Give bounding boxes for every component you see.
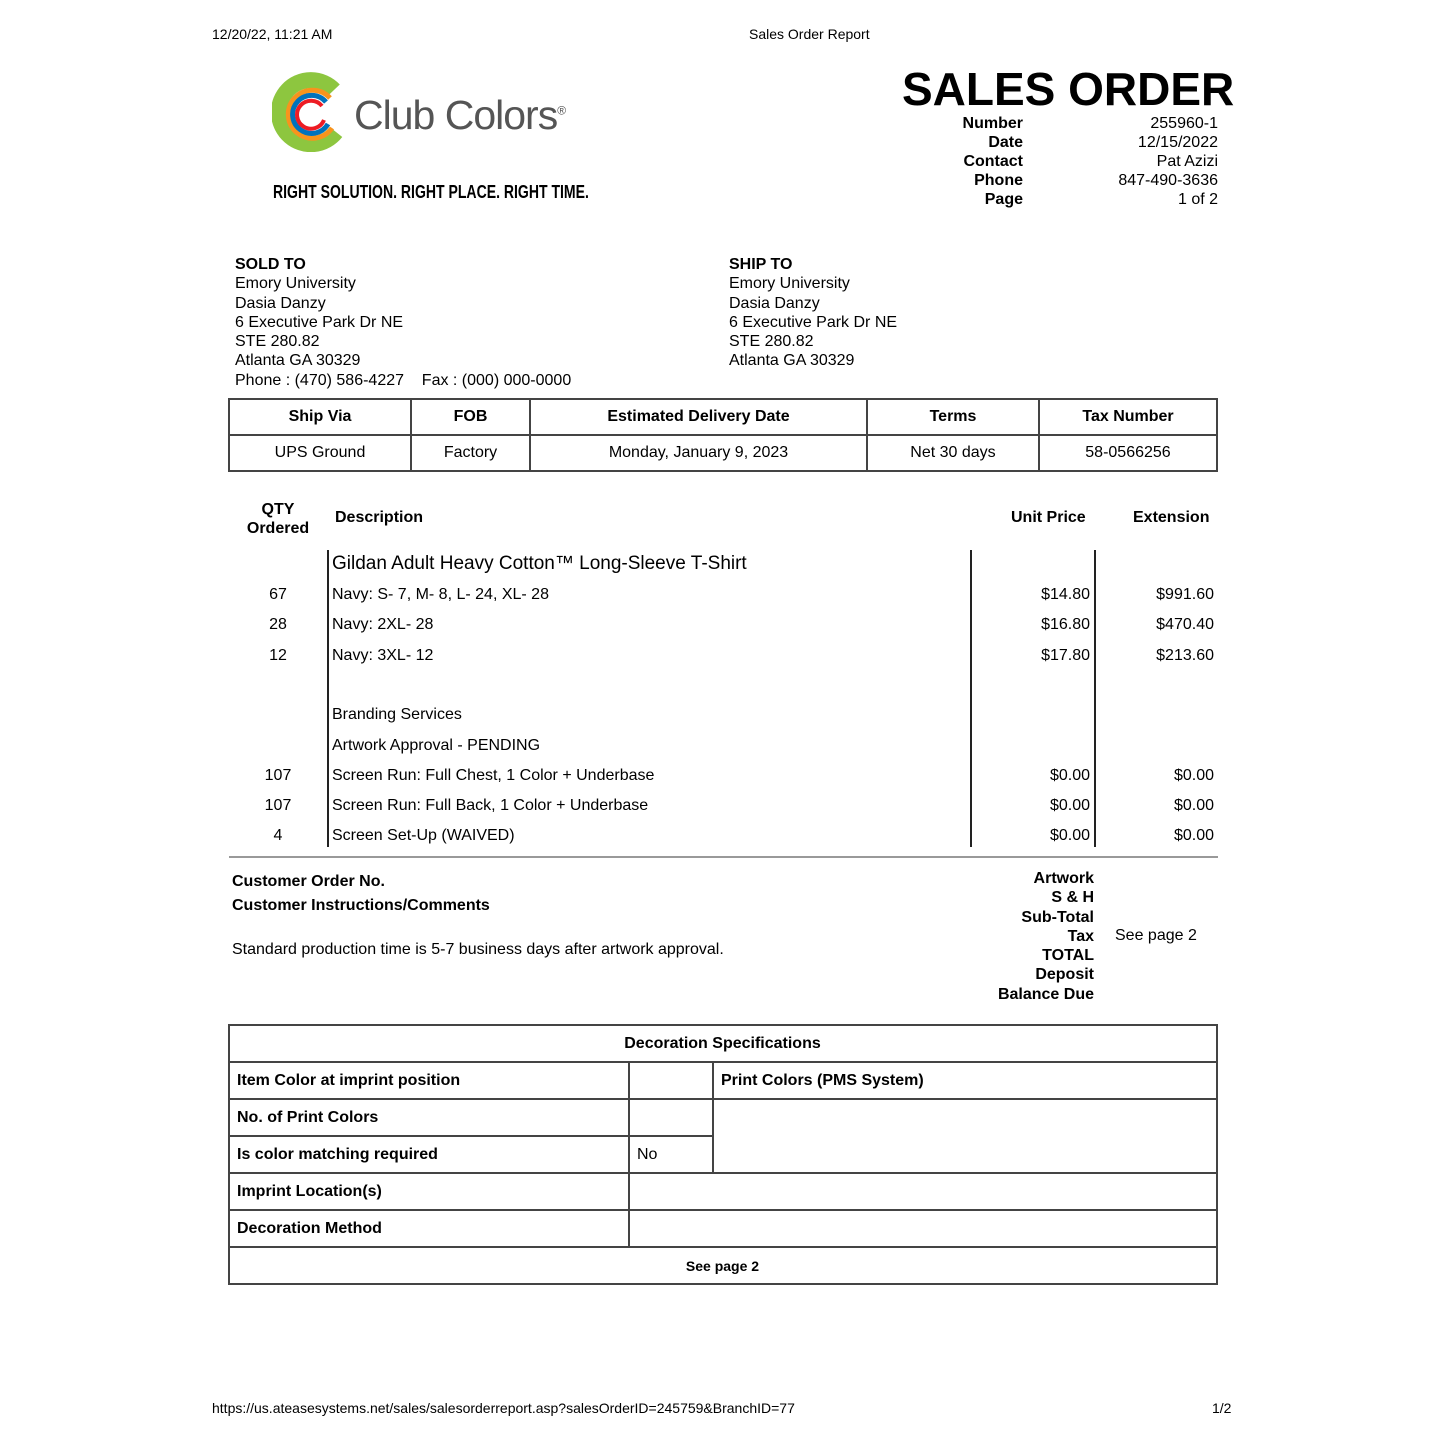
row-description: Navy: 2XL- 28 bbox=[332, 616, 434, 633]
meta-label-number: Number bbox=[962, 115, 1023, 132]
row-extension: $0.00 bbox=[1173, 767, 1214, 784]
print-page-count: 1/2 bbox=[1212, 1400, 1232, 1416]
total-label-artwork: Artwork bbox=[1033, 870, 1094, 887]
items-divider bbox=[229, 856, 1218, 858]
shipping-table bbox=[228, 398, 1218, 472]
col-header-qty-line1: QTY bbox=[261, 501, 295, 518]
total-label-subtotal: Sub-Total bbox=[1021, 908, 1094, 926]
logo-wordmark: Club Colors® bbox=[354, 92, 566, 138]
total-label-balance-due: Balance Due bbox=[997, 985, 1094, 1003]
sold-to-line: STE 280.82 bbox=[235, 333, 320, 351]
shipping-delivery-date: Monday, January 9, 2023 bbox=[530, 435, 867, 471]
meta-label-contact: Contact bbox=[963, 153, 1023, 170]
col-header-qty bbox=[238, 500, 318, 538]
row-qty: 28 bbox=[269, 616, 287, 633]
row-qty: 107 bbox=[264, 797, 292, 814]
row-qty: 107 bbox=[264, 767, 292, 784]
ship-to-line: STE 280.82 bbox=[729, 333, 814, 351]
color-match-label: Is color matching required bbox=[229, 1136, 629, 1173]
sold-to-line: Emory University bbox=[235, 275, 356, 293]
col-header-description: Description bbox=[335, 509, 424, 526]
sold-to-line: 6 Executive Park Dr NE bbox=[235, 313, 404, 331]
total-label-total: TOTAL bbox=[1042, 947, 1094, 965]
shipping-header-tax: Tax Number bbox=[1039, 399, 1217, 435]
ship-to-line: Dasia Danzy bbox=[729, 294, 820, 312]
row-unit-price: $0.00 bbox=[1049, 767, 1090, 784]
order-phone: 847-490-3636 bbox=[1118, 172, 1218, 189]
col-header-unit-price: Unit Price bbox=[1011, 509, 1086, 526]
row-unit-price: $14.80 bbox=[1041, 586, 1090, 603]
num-colors-label: No. of Print Colors bbox=[229, 1099, 629, 1136]
total-label-tax: Tax bbox=[1067, 927, 1094, 945]
meta-label-page: Page bbox=[984, 191, 1023, 208]
row-description: Artwork Approval - PENDING bbox=[332, 737, 541, 754]
meta-label-date: Date bbox=[988, 134, 1023, 151]
shipping-tax-number: 58-0566256 bbox=[1039, 435, 1217, 471]
decoration-title: Decoration Specifications bbox=[229, 1025, 1217, 1062]
row-qty: 12 bbox=[269, 647, 287, 664]
row-qty: 4 bbox=[273, 827, 283, 844]
item-color-label: Item Color at imprint position bbox=[229, 1062, 629, 1099]
decoration-footer: See page 2 bbox=[229, 1247, 1217, 1284]
row-unit-price: $16.80 bbox=[1041, 616, 1090, 633]
row-extension: $0.00 bbox=[1173, 827, 1214, 844]
row-description: Screen Run: Full Back, 1 Color + Underbase bbox=[332, 797, 649, 814]
table-row bbox=[0, 797, 1445, 817]
row-extension: $213.60 bbox=[1156, 647, 1214, 664]
table-row bbox=[0, 767, 1445, 787]
customer-instructions-label: Customer Instructions/Comments bbox=[232, 897, 490, 914]
production-note: Standard production time is 5-7 business days after artwork approval. bbox=[232, 941, 724, 958]
row-description: Screen Set-Up (WAIVED) bbox=[332, 827, 515, 844]
order-meta-labels bbox=[903, 114, 1023, 209]
ship-to-line: 6 Executive Park Dr NE bbox=[729, 313, 898, 331]
item-color-value bbox=[629, 1062, 713, 1099]
col-header-extension: Extension bbox=[1133, 509, 1210, 526]
shipping-header-ship-via: Ship Via bbox=[229, 399, 411, 435]
decoration-method-label: Decoration Method bbox=[229, 1210, 629, 1247]
col-header-qty-line2: Ordered bbox=[246, 520, 310, 537]
print-timestamp: 12/20/22, 11:21 AM bbox=[212, 26, 333, 42]
print-url: https://us.ateasesystems.net/sales/salesorderreport.asp?salesOrderID=245759&BranchID=77 bbox=[212, 1400, 795, 1416]
num-colors-value bbox=[629, 1099, 713, 1136]
print-page-title: Sales Order Report bbox=[749, 26, 870, 42]
row-qty: 67 bbox=[269, 586, 287, 603]
sold-to-line: Dasia Danzy bbox=[235, 294, 326, 312]
sold-to-block bbox=[235, 255, 571, 390]
imprint-location-label: Imprint Location(s) bbox=[229, 1173, 629, 1210]
order-contact: Pat Azizi bbox=[1156, 153, 1218, 170]
row-description: Navy: 3XL- 12 bbox=[332, 647, 434, 664]
order-page: 1 of 2 bbox=[1177, 191, 1218, 208]
shipping-header-fob: FOB bbox=[411, 399, 530, 435]
club-colors-logo-icon bbox=[272, 72, 352, 152]
row-description: Branding Services bbox=[332, 706, 462, 723]
print-colors-value bbox=[713, 1099, 1217, 1173]
row-description: Navy: S- 7, M- 8, L- 24, XL- 28 bbox=[332, 586, 549, 603]
tax-note: See page 2 bbox=[1115, 927, 1197, 944]
shipping-terms: Net 30 days bbox=[867, 435, 1039, 471]
color-match-value: No bbox=[629, 1136, 713, 1173]
row-unit-price: $17.80 bbox=[1041, 647, 1090, 664]
product-title: Gildan Adult Heavy Cotton™ Long-Sleeve T-Shirt bbox=[332, 553, 747, 574]
meta-label-phone: Phone bbox=[974, 172, 1023, 189]
ship-to-block bbox=[729, 255, 897, 371]
customer-order-no-label: Customer Order No. bbox=[232, 873, 385, 890]
row-description: Screen Run: Full Chest, 1 Color + Underbase bbox=[332, 767, 655, 784]
shipping-ship-via: UPS Ground bbox=[229, 435, 411, 471]
print-colors-label: Print Colors (PMS System) bbox=[713, 1062, 1217, 1099]
sold-to-heading: SOLD TO bbox=[235, 256, 306, 273]
company-tagline: RIGHT SOLUTION. RIGHT PLACE. RIGHT TIME. bbox=[273, 182, 589, 202]
document-title: SALES ORDER bbox=[902, 63, 1235, 115]
table-row bbox=[0, 827, 1445, 847]
row-extension: $0.00 bbox=[1173, 797, 1214, 814]
ship-to-line: Atlanta GA 30329 bbox=[729, 352, 855, 370]
totals-labels bbox=[960, 869, 1094, 1004]
table-row bbox=[0, 647, 1445, 667]
table-row bbox=[0, 706, 1445, 726]
decoration-method-value bbox=[629, 1210, 1217, 1247]
row-unit-price: $0.00 bbox=[1049, 827, 1090, 844]
order-number: 255960-1 bbox=[1150, 115, 1218, 132]
table-row bbox=[0, 586, 1445, 606]
total-label-deposit: Deposit bbox=[1035, 966, 1094, 984]
sold-to-phone-fax: Phone : (470) 586-4227 Fax : (000) 000-0000 bbox=[235, 371, 572, 389]
sold-to-line: Atlanta GA 30329 bbox=[235, 352, 361, 370]
total-label-sh: S & H bbox=[1051, 889, 1094, 907]
order-date: 12/15/2022 bbox=[1137, 134, 1218, 151]
shipping-header-terms: Terms bbox=[867, 399, 1039, 435]
table-row bbox=[0, 616, 1445, 636]
row-extension: $991.60 bbox=[1156, 586, 1214, 603]
order-meta-values bbox=[1018, 114, 1218, 209]
ship-to-line: Emory University bbox=[729, 275, 850, 293]
decoration-specs-table bbox=[228, 1024, 1218, 1285]
imprint-location-value bbox=[629, 1173, 1217, 1210]
row-unit-price: $0.00 bbox=[1049, 797, 1090, 814]
ship-to-heading: SHIP TO bbox=[729, 256, 793, 273]
table-row bbox=[0, 737, 1445, 757]
shipping-header-delivery: Estimated Delivery Date bbox=[530, 399, 867, 435]
shipping-fob: Factory bbox=[411, 435, 530, 471]
row-extension: $470.40 bbox=[1156, 616, 1214, 633]
